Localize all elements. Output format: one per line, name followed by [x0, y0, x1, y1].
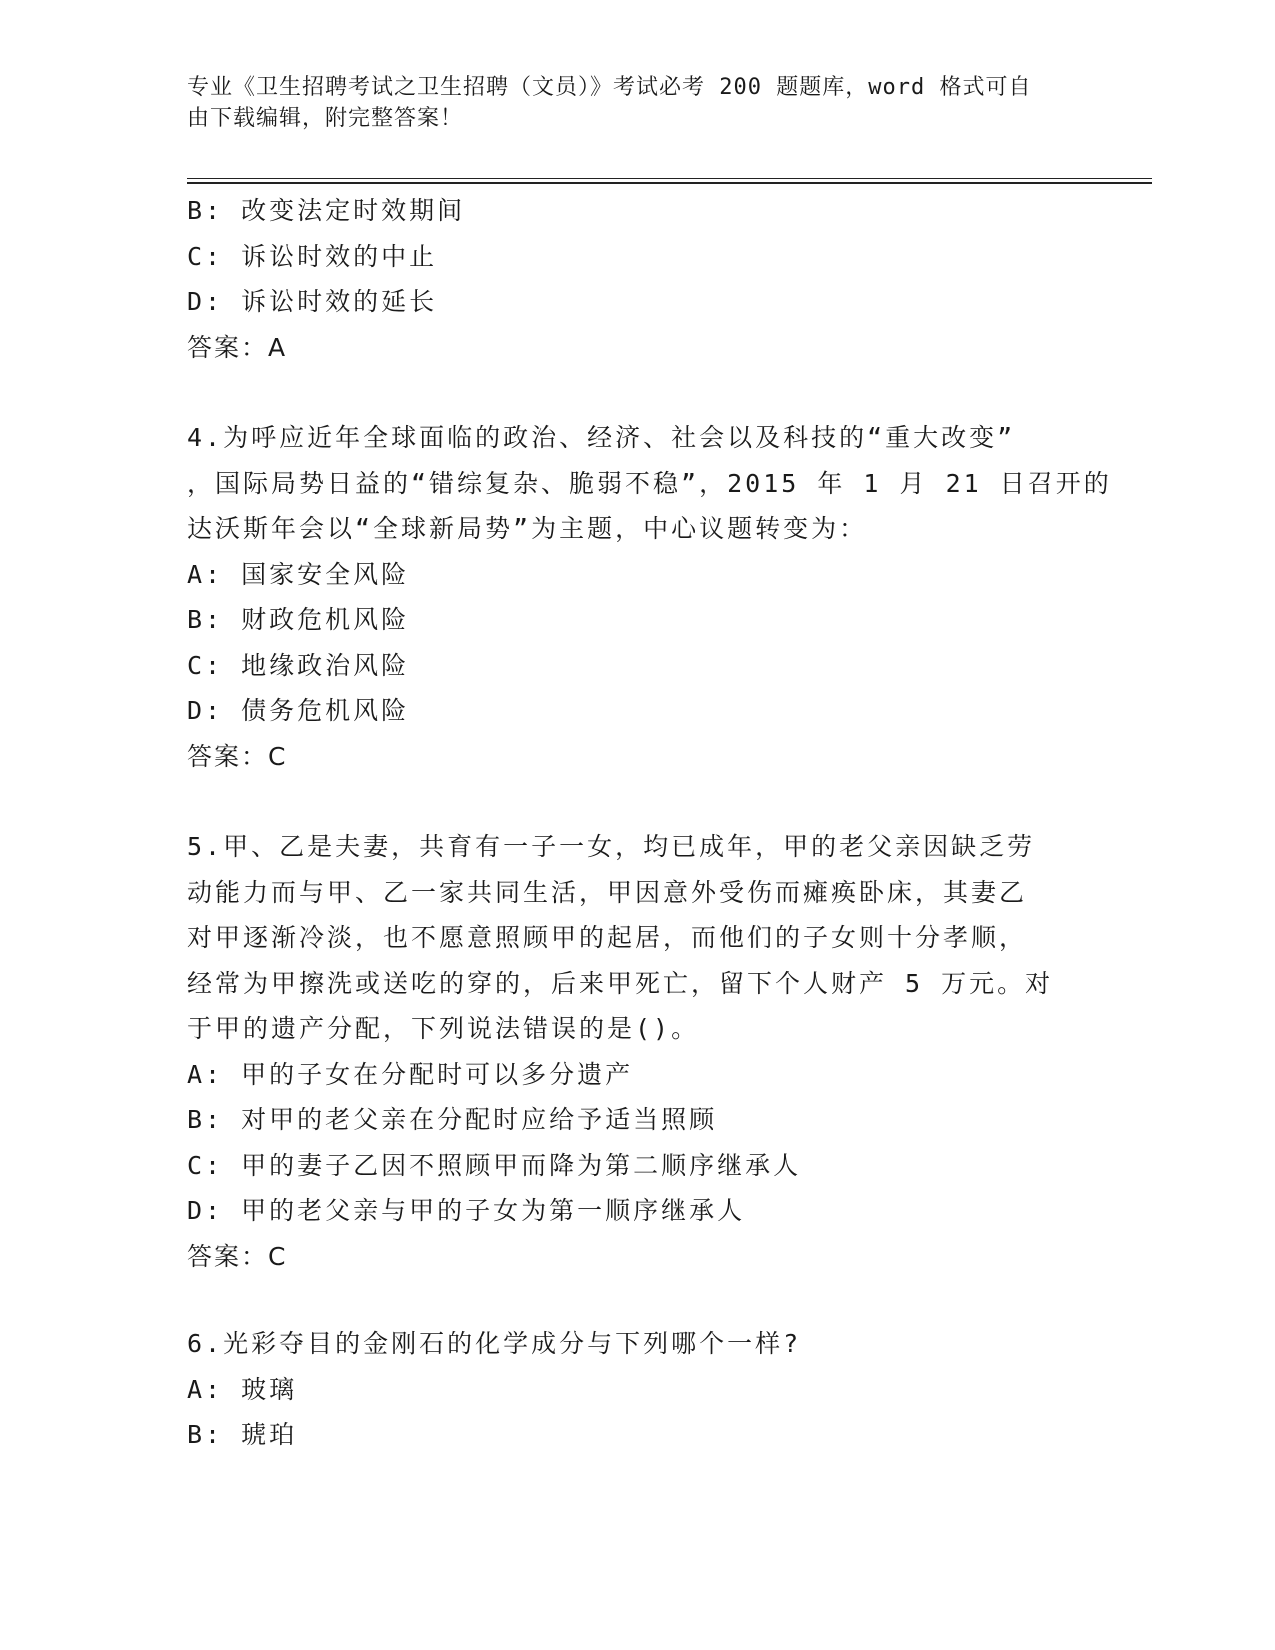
- q5-text-line-5: 于甲的遗产分配，下列说法错误的是()。: [187, 1014, 700, 1043]
- q4-option-d: D: 债务危机风险: [187, 696, 410, 725]
- question-6: [187, 1321, 1087, 1458]
- q5-text-line-4: 经常为甲擦洗或送吃的穿的，后来甲死亡，留下个人财产 5 万元。对: [187, 968, 1054, 998]
- spacer: [187, 1279, 1087, 1321]
- header-rule-thin: [187, 178, 1152, 179]
- q4-option-a: A: 国家安全风险: [187, 559, 410, 589]
- q4-option-b: B: 财政危机风险: [187, 605, 410, 634]
- question-content: [187, 188, 1112, 1458]
- q3-option-c: C: 诉讼时效的中止: [187, 241, 438, 271]
- question-4: [187, 415, 1112, 779]
- q6-option-b: B: 琥珀: [187, 1420, 298, 1449]
- q5-answer: 答案：C: [187, 1241, 288, 1271]
- q5-option-c: C: 甲的妻子乙因不照顾甲而降为第二顺序继承人: [187, 1150, 802, 1180]
- q4-option-c: C: 地缘政治风险: [187, 650, 410, 680]
- q5-text-line-1: 5.甲、乙是夫妻，共育有一子一女，均已成年，甲的老父亲因缺乏劳: [187, 832, 1036, 861]
- document-header: [187, 72, 1067, 134]
- question-5: [187, 824, 1087, 1279]
- header-line-1: 专业《卫生招聘考试之卫生招聘（文员）》考试必考 200 题题库，word 格式可自: [187, 75, 1032, 100]
- q5-option-b: B: 对甲的老父亲在分配时应给予适当照顾: [187, 1105, 718, 1134]
- q6-option-a: A: 玻璃: [187, 1374, 298, 1404]
- q5-option-a: A: 甲的子女在分配时可以多分遗产: [187, 1059, 634, 1089]
- q3-option-b: B: 改变法定时效期间: [187, 196, 466, 225]
- q5-text-line-2: 动能力而与甲、乙一家共同生活，甲因意外受伤而瘫痪卧床，其妻乙: [187, 877, 1028, 907]
- header-rule-thick: [187, 182, 1152, 184]
- header-line-2: 由下载编辑，附完整答案！: [187, 106, 464, 131]
- q4-text-line-3: 达沃斯年会以“全球新局势”为主题，中心议题转变为：: [187, 514, 868, 543]
- q5-text-line-3: 对甲逐渐冷淡，也不愿意照顾甲的起居，而他们的子女则十分孝顺，: [187, 923, 1028, 952]
- spacer: [187, 779, 1087, 824]
- spacer: [187, 370, 1087, 415]
- q4-text-line-2: ，国际局势日益的“错综复杂、脆弱不稳”，2015 年 1 月 21 日召开的: [187, 468, 1112, 498]
- q4-answer: 答案：C: [187, 741, 288, 771]
- q4-text-line-1: 4.为呼应近年全球面临的政治、经济、社会以及科技的“重大改变”: [187, 423, 1016, 452]
- q3-answer: 答案：A: [187, 332, 288, 362]
- q5-option-d: D: 甲的老父亲与甲的子女为第一顺序继承人: [187, 1196, 746, 1225]
- question-3-tail: [187, 188, 1087, 370]
- q3-option-d: D: 诉讼时效的延长: [187, 287, 438, 316]
- q6-text-line-1: 6.光彩夺目的金刚石的化学成分与下列哪个一样?: [187, 1329, 802, 1358]
